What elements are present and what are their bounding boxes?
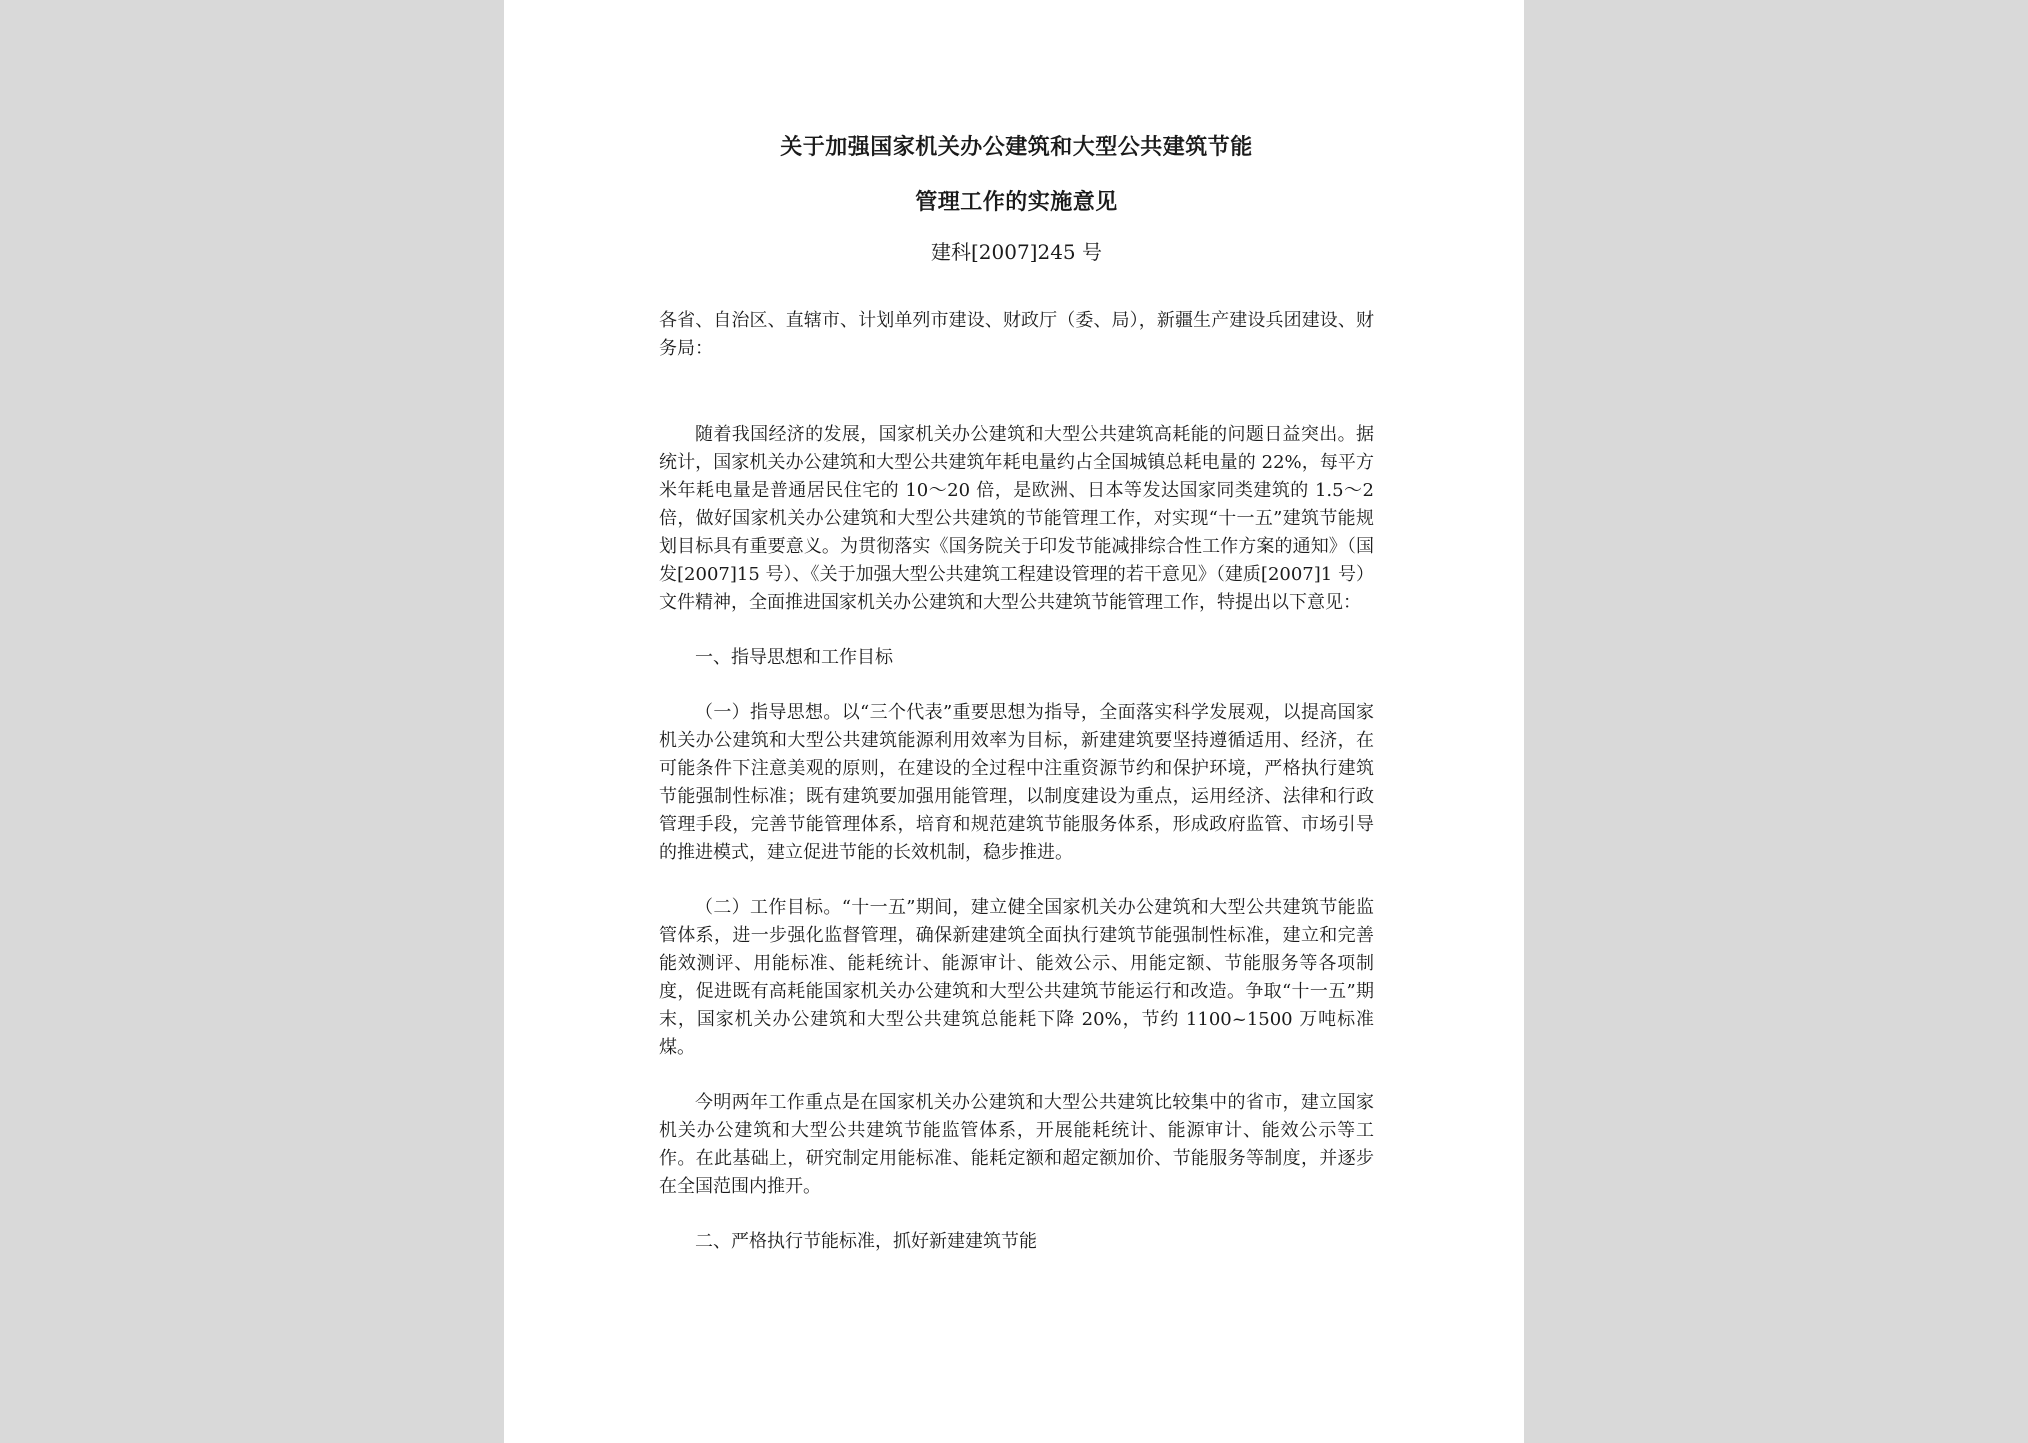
- document-title-line2: 管理工作的实施意见: [915, 190, 1118, 215]
- section1-paragraph-1: （一）指导思想。以“三个代表”重要思想为指导，全面落实科学发展观，以提高国家机关办公建筑和大型公共建筑能源利用效率为目标，新建建筑要坚持遵循适用、经济，在可能条件下注意美观的原则，在建设的全过程中注重资源节约和保护环境，严格执行建筑节能强制性标准；既有建筑要加强用能管理，以制度建设为重点，运用经济、法律和行政管理手段，完善节能管理体系，培育和规范建筑节能服务体系，形成政府监管、市场引导的推进模式，建立促进节能的长效机制，稳步推进。: [659, 702, 1374, 863]
- document-page: [504, 0, 1524, 1443]
- addressee: 各省、自治区、直辖市、计划单列市建设、财政厅（委、局），新疆生产建设兵团建设、财务局：: [659, 310, 1374, 359]
- section2-heading: 二、严格执行节能标准，抓好新建建筑节能: [695, 1231, 1037, 1252]
- intro-paragraph: 随着我国经济的发展，国家机关办公建筑和大型公共建筑高耗能的问题日益突出。据统计，国家机关办公建筑和大型公共建筑年耗电量约占全国城镇总耗电量的 22%，每平方米年耗电量是普通居民住宅的 10～20 倍，是欧洲、日本等发达国家同类建筑的 1.5～2 倍，做好国家机关办公建筑和大型公共建筑的节能管理工作，对实现“十一五”建筑节能规划目标具有重要意义。为贯彻落实《国务院关于印发节能减排综合性工作方案的通知》（国发[2007]15 号）、《关于加强大型公共建筑工程建设管理的若干意见》（建质[2007]1 号）文件精神，全面推进国家机关办公建筑和大型公共建筑节能管理工作，特提出以下意见：: [659, 424, 1374, 613]
- section1-heading: 一、指导思想和工作目标: [695, 647, 893, 668]
- section1-paragraph-3: 今明两年工作重点是在国家机关办公建筑和大型公共建筑比较集中的省市，建立国家机关办公建筑和大型公共建筑节能监管体系，开展能耗统计、能源审计、能效公示等工作。在此基础上，研究制定用能标准、能耗定额和超定额加价、节能服务等制度，并逐步在全国范围内推开。: [659, 1092, 1374, 1197]
- section1-paragraph-2: （二）工作目标。“十一五”期间，建立健全国家机关办公建筑和大型公共建筑节能监管体系，进一步强化监督管理，确保新建建筑全面执行建筑节能强制性标准，建立和完善能效测评、用能标准、能耗统计、能源审计、能效公示、用能定额、节能服务等各项制度，促进既有高耗能国家机关办公建筑和大型公共建筑节能运行和改造。争取“十一五”期末，国家机关办公建筑和大型公共建筑总能耗下降 20%，节约 1100~1500 万吨标准煤。: [659, 897, 1374, 1058]
- document-number: 建科[2007]245 号: [930, 240, 1103, 264]
- document-title-line1: 关于加强国家机关办公建筑和大型公共建筑节能: [780, 135, 1253, 160]
- document-content: [659, 130, 1374, 1283]
